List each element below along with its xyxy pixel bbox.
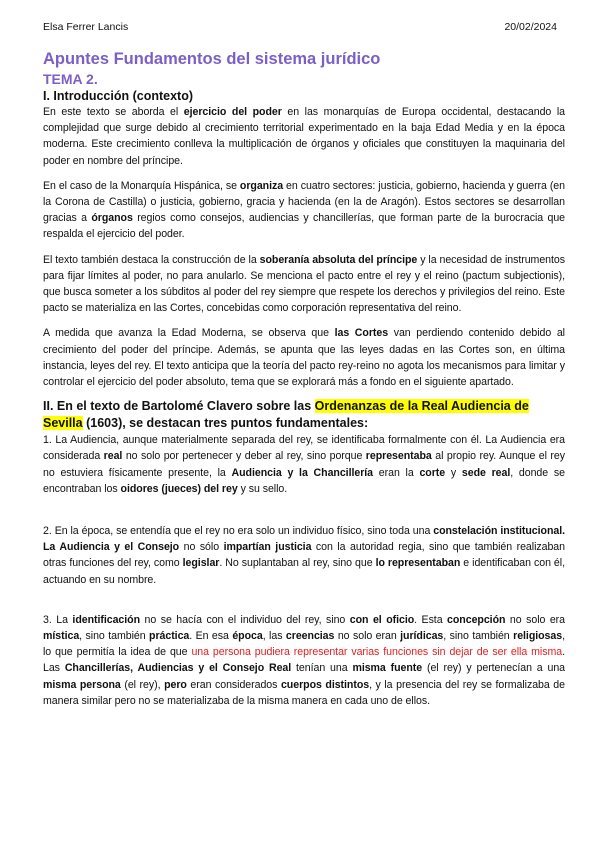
point-2-paragraph: 2. En la época, se entendía que el rey no era solo un individuo físico, sino toda una constelación institucional. La Audiencia y el Consejo no sólo impartían justicia con la autoridad regia, sino que también realizaban otras funciones del rey, como legislar. No suplantaban al rey, sino que lo representaban e identificaban con él, actuando en su nombre. [43,525,565,586]
highlighted-title: Ordenanzas de la Real Audiencia de Sevilla [43,399,529,431]
document-date: 20/02/2024 [504,21,557,33]
paragraph-intro-4: A medida que avanza la Edad Moderna, se observa que las Cortes van perdiendo contenido debido al crecimiento del poder del príncipe. Además, se apunta que las leyes dadas en las Cortes son, en última instancia, leyes del rey. El texto anticipa que la teoría del pacto rey-reino no agota los mecanismos para limitar y controlar el ejercicio del poder absoluto, tema que se explorará más a fondo en el siguiente apartado. [43,327,565,389]
author-name: Elsa Ferrer Lancis [43,21,129,33]
tema-heading: TEMA 2. [43,71,98,87]
page-header [43,21,557,33]
document-title: Apuntes Fundamentos del sistema jurídico [43,50,381,68]
point-1-paragraph: 1. La Audiencia, aunque materialmente separada del rey, se identificaba formalmente con él. La Audiencia era considerada real no solo por pertenecer y deber al rey, sino porque representaba al propio rey. Aunque el rey no estuviera físicamente presente, la Audiencia y la Chancillería eran la corte y sede real, donde se encontraban los oidores (jueces) del rey y su sello. [43,434,566,495]
document-body [43,48,565,709]
section-heading-introduccion: I. Introducción (contexto) [43,89,193,103]
section-heading-clavero: II. En el texto de Bartolomé Clavero sobre las Ordenanzas de la Real Audiencia de Sevilla (1603), se destacan tres puntos fundamentales: [43,399,529,431]
paragraph-intro-1: En este texto se aborda el ejercicio del poder en las monarquías de Europa occidental, destacando la complejidad que surge debido al crecimiento territorial experimentado en la baja Edad Media y en la época moderna. Este crecimiento conlleva la multiplicación de órganos y oficiales que constituyen la maquinaria del poder en nombre del príncipe. [43,106,565,167]
red-emphasis-text: una persona pudiera representar varias funciones sin dejar de ser ella misma [191,646,563,659]
paragraph-intro-3: El texto también destaca la construcción de la soberanía absoluta del príncipe y la necesidad de instrumentos para fijar límites al poder, no para anularlo. Se menciona el pacto entre el rey y el reino (pactum subjectionis), que busca someter a los súbditos al poder del rey siempre que respete los derechos y privilegios del reino. Este pacto se materializa en las Cortes, concebidas como corporación representativa del reino. [43,253,565,315]
point-3-paragraph: 3. La identificación no se hacía con el individuo del rey, sino con el oficio. Esta concepción no solo era mística, sino también práctica. En esa época, las creencias no solo eran jurídicas, sino también religiosas, lo que permitía la idea de que una persona pudiera representar varias funciones sin dejar de ser ella misma. Las Chancillerías, Audiencias y el Consejo Real tenían una misma fuente (el rey) y pertenecían a una misma persona (el rey), pero eran considerados cuerpos distintos, y la presencia del rey se formalizaba de manera similar pero no se materializaba de la misma manera en cada uno de ellos. [43,613,566,707]
paragraph-intro-2: En el caso de la Monarquía Hispánica, se organiza en cuatro sectores: justicia, gobierno, hacienda y guerra (en la Corona de Castilla) o justicia, gobierno, gracia y hacienda (en la de Aragón). Estos sectores se desarrollan gracias a órganos regios como consejos, audiencias y chancillerías, que forman parte de la burocracia que respalda el ejercicio del poder. [43,179,566,241]
